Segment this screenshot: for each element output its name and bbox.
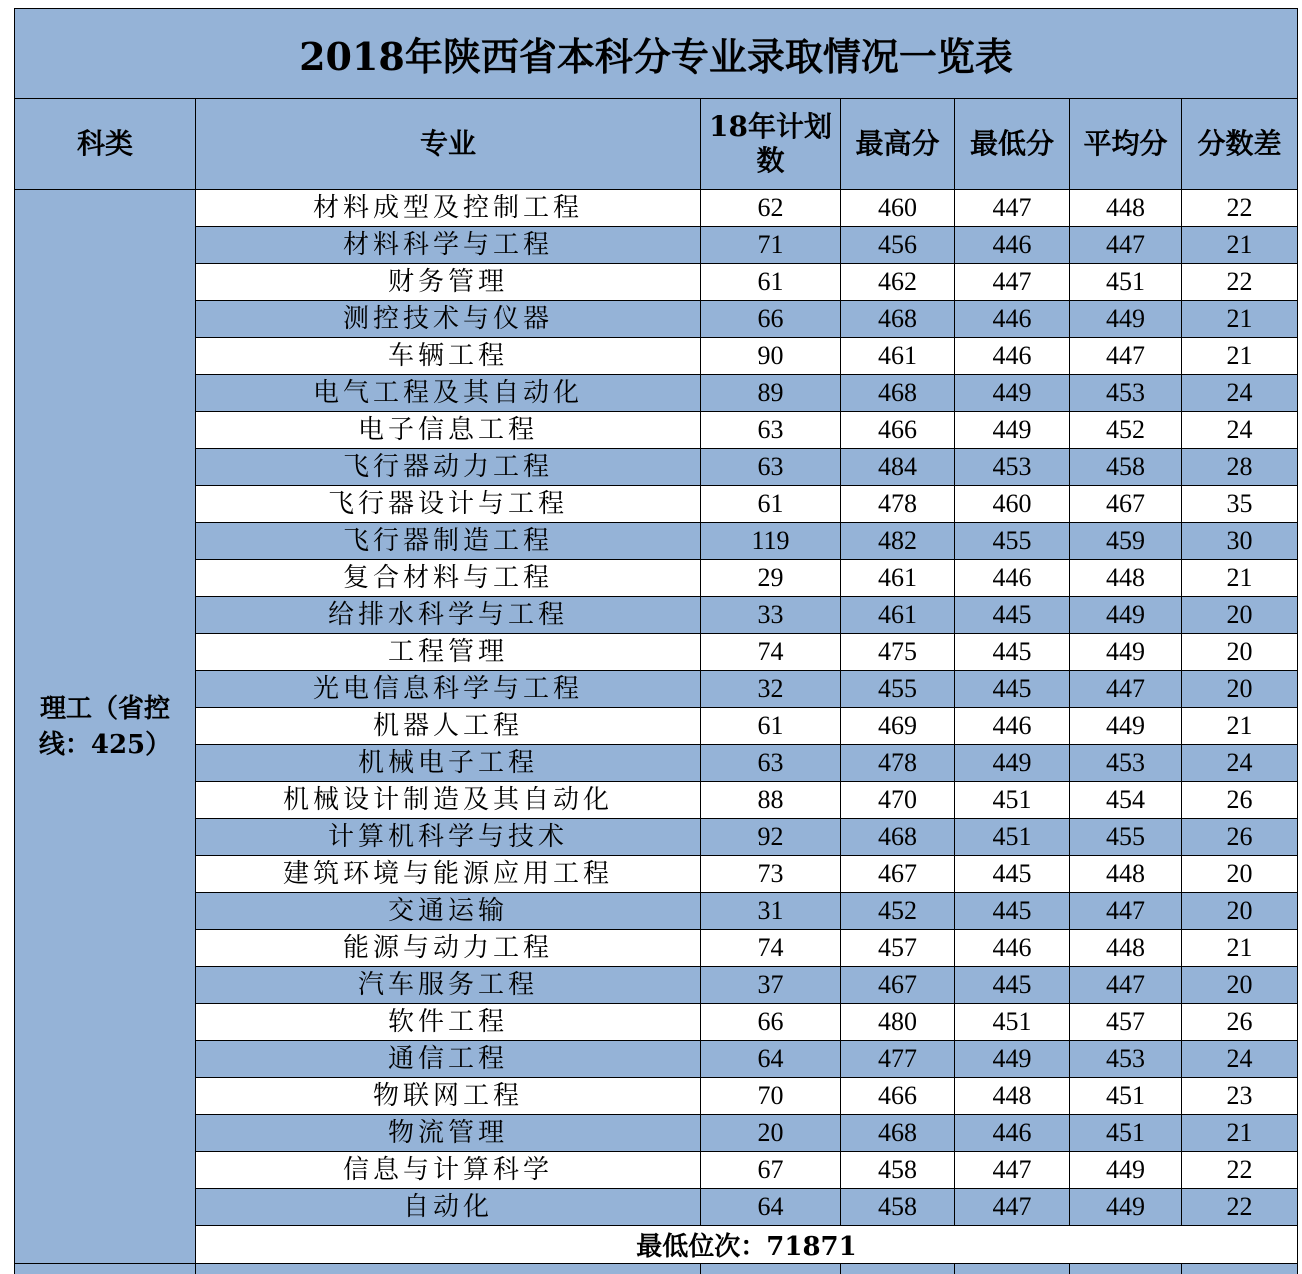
cell-max: 477 <box>841 1041 955 1078</box>
cell-avg: 458 <box>1070 449 1182 486</box>
cell-diff: 22 <box>1182 264 1298 301</box>
min-rank-note: 最低位次：71871 <box>196 1226 1298 1264</box>
cell-plan: 90 <box>701 338 841 375</box>
cell-min: 445 <box>955 634 1070 671</box>
cell-diff: 20 <box>1182 671 1298 708</box>
cell-major: 物联网工程 <box>196 1078 701 1115</box>
cell-avg: 448 <box>1070 190 1182 227</box>
cell-avg: 447 <box>1070 967 1182 1004</box>
cell-major: 信息与计算科学 <box>196 1152 701 1189</box>
cell-avg: 448 <box>1070 856 1182 893</box>
cell-major: 飞行器设计与工程 <box>196 486 701 523</box>
cell-max: 478 <box>841 745 955 782</box>
cell-max: 469 <box>841 708 955 745</box>
cell-plan: 63 <box>701 745 841 782</box>
cell-diff: 24 <box>1182 745 1298 782</box>
table-row <box>15 449 1298 486</box>
cell-major: 通信工程 <box>196 1041 701 1078</box>
cell-diff: 20 <box>1182 597 1298 634</box>
cell-avg: 459 <box>1070 523 1182 560</box>
table-row <box>15 930 1298 967</box>
cell-plan: 92 <box>701 819 841 856</box>
cell-min: 447 <box>955 264 1070 301</box>
cell-plan: 66 <box>701 301 841 338</box>
edge-cell <box>15 1264 196 1274</box>
cell-min: 455 <box>955 523 1070 560</box>
cell-diff: 21 <box>1182 338 1298 375</box>
edge-cell <box>841 1264 955 1274</box>
cell-plan: 119 <box>701 523 841 560</box>
cell-diff: 22 <box>1182 1189 1298 1226</box>
cell-diff: 22 <box>1182 1152 1298 1189</box>
cell-plan: 32 <box>701 671 841 708</box>
table-row <box>15 523 1298 560</box>
cell-plan: 63 <box>701 449 841 486</box>
cell-major: 材料科学与工程 <box>196 227 701 264</box>
cell-diff: 21 <box>1182 1115 1298 1152</box>
cell-min: 449 <box>955 375 1070 412</box>
table-row <box>15 1004 1298 1041</box>
cell-max: 457 <box>841 930 955 967</box>
cell-avg: 448 <box>1070 930 1182 967</box>
cell-max: 468 <box>841 375 955 412</box>
table-row <box>15 856 1298 893</box>
cell-plan: 66 <box>701 1004 841 1041</box>
cell-major: 建筑环境与能源应用工程 <box>196 856 701 893</box>
cell-plan: 20 <box>701 1115 841 1152</box>
cell-min: 446 <box>955 930 1070 967</box>
cell-min: 445 <box>955 967 1070 1004</box>
cell-major: 软件工程 <box>196 1004 701 1041</box>
cell-avg: 457 <box>1070 1004 1182 1041</box>
table-row <box>15 634 1298 671</box>
cell-avg: 452 <box>1070 412 1182 449</box>
header-diff: 分数差 <box>1182 99 1298 190</box>
cell-diff: 24 <box>1182 1041 1298 1078</box>
cell-major: 材料成型及控制工程 <box>196 190 701 227</box>
cell-max: 482 <box>841 523 955 560</box>
cell-max: 456 <box>841 227 955 264</box>
cell-plan: 70 <box>701 1078 841 1115</box>
cell-min: 446 <box>955 227 1070 264</box>
table-row <box>15 745 1298 782</box>
cell-max: 480 <box>841 1004 955 1041</box>
table-row <box>15 782 1298 819</box>
table-row <box>15 1078 1298 1115</box>
category-cell: 理工（省控线：425） <box>15 190 196 1264</box>
cell-major: 飞行器动力工程 <box>196 449 701 486</box>
cell-avg: 448 <box>1070 560 1182 597</box>
cell-diff: 26 <box>1182 819 1298 856</box>
table-row <box>15 671 1298 708</box>
table-row <box>15 967 1298 1004</box>
cell-major: 能源与动力工程 <box>196 930 701 967</box>
cell-min: 445 <box>955 856 1070 893</box>
next-section-edge <box>15 1264 1298 1274</box>
cell-max: 484 <box>841 449 955 486</box>
cell-avg: 449 <box>1070 597 1182 634</box>
table-title: 2018年陕西省本科分专业录取情况一览表 <box>15 9 1298 99</box>
edge-cell <box>955 1264 1070 1274</box>
cell-max: 461 <box>841 597 955 634</box>
table-row <box>15 1189 1298 1226</box>
cell-max: 467 <box>841 967 955 1004</box>
cell-max: 455 <box>841 671 955 708</box>
cell-diff: 20 <box>1182 967 1298 1004</box>
cell-major: 复合材料与工程 <box>196 560 701 597</box>
cell-min: 446 <box>955 560 1070 597</box>
cell-max: 452 <box>841 893 955 930</box>
cell-avg: 451 <box>1070 264 1182 301</box>
table-row <box>15 1152 1298 1189</box>
cell-avg: 449 <box>1070 1152 1182 1189</box>
cell-min: 446 <box>955 708 1070 745</box>
cell-diff: 21 <box>1182 708 1298 745</box>
table-row <box>15 560 1298 597</box>
cell-diff: 21 <box>1182 560 1298 597</box>
table-row <box>15 893 1298 930</box>
cell-major: 飞行器制造工程 <box>196 523 701 560</box>
cell-major: 机械电子工程 <box>196 745 701 782</box>
cell-max: 478 <box>841 486 955 523</box>
cell-major: 交通运输 <box>196 893 701 930</box>
cell-plan: 63 <box>701 412 841 449</box>
cell-major: 测控技术与仪器 <box>196 301 701 338</box>
cell-avg: 447 <box>1070 227 1182 264</box>
cell-major: 电子信息工程 <box>196 412 701 449</box>
cell-min: 449 <box>955 745 1070 782</box>
cell-diff: 24 <box>1182 412 1298 449</box>
cell-major: 车辆工程 <box>196 338 701 375</box>
table-row <box>15 1041 1298 1078</box>
cell-avg: 451 <box>1070 1115 1182 1152</box>
cell-plan: 62 <box>701 190 841 227</box>
cell-avg: 447 <box>1070 671 1182 708</box>
cell-diff: 30 <box>1182 523 1298 560</box>
cell-diff: 20 <box>1182 893 1298 930</box>
cell-max: 467 <box>841 856 955 893</box>
header-max: 最高分 <box>841 99 955 190</box>
table-row <box>15 597 1298 634</box>
cell-max: 466 <box>841 1078 955 1115</box>
cell-diff: 21 <box>1182 930 1298 967</box>
table-row <box>15 412 1298 449</box>
cell-plan: 61 <box>701 486 841 523</box>
cell-major: 工程管理 <box>196 634 701 671</box>
cell-avg: 454 <box>1070 782 1182 819</box>
cell-min: 445 <box>955 893 1070 930</box>
table-row <box>15 1115 1298 1152</box>
table-row <box>15 338 1298 375</box>
cell-avg: 467 <box>1070 486 1182 523</box>
cell-major: 电气工程及其自动化 <box>196 375 701 412</box>
cell-plan: 29 <box>701 560 841 597</box>
cell-plan: 31 <box>701 893 841 930</box>
cell-diff: 26 <box>1182 1004 1298 1041</box>
cell-plan: 61 <box>701 708 841 745</box>
table-row <box>15 227 1298 264</box>
table-row <box>15 264 1298 301</box>
cell-plan: 74 <box>701 930 841 967</box>
cell-diff: 21 <box>1182 301 1298 338</box>
cell-major: 计算机科学与技术 <box>196 819 701 856</box>
header-plan: 18年计划数 <box>701 99 841 190</box>
cell-major: 财务管理 <box>196 264 701 301</box>
cell-avg: 449 <box>1070 1189 1182 1226</box>
cell-plan: 37 <box>701 967 841 1004</box>
cell-plan: 33 <box>701 597 841 634</box>
cell-min: 449 <box>955 412 1070 449</box>
cell-max: 458 <box>841 1152 955 1189</box>
cell-diff: 24 <box>1182 375 1298 412</box>
cell-min: 445 <box>955 597 1070 634</box>
cell-min: 449 <box>955 1041 1070 1078</box>
cell-min: 447 <box>955 1189 1070 1226</box>
cell-diff: 21 <box>1182 227 1298 264</box>
edge-cell <box>196 1264 701 1274</box>
cell-avg: 447 <box>1070 338 1182 375</box>
table-row <box>15 486 1298 523</box>
cell-max: 462 <box>841 264 955 301</box>
cell-plan: 74 <box>701 634 841 671</box>
cell-max: 461 <box>841 560 955 597</box>
cell-avg: 449 <box>1070 634 1182 671</box>
cell-max: 475 <box>841 634 955 671</box>
cell-avg: 453 <box>1070 1041 1182 1078</box>
cell-major: 物流管理 <box>196 1115 701 1152</box>
cell-min: 446 <box>955 1115 1070 1152</box>
cell-plan: 61 <box>701 264 841 301</box>
cell-plan: 73 <box>701 856 841 893</box>
cell-plan: 64 <box>701 1041 841 1078</box>
cell-diff: 26 <box>1182 782 1298 819</box>
cell-major: 自动化 <box>196 1189 701 1226</box>
cell-avg: 453 <box>1070 745 1182 782</box>
cell-avg: 453 <box>1070 375 1182 412</box>
cell-plan: 88 <box>701 782 841 819</box>
cell-avg: 455 <box>1070 819 1182 856</box>
edge-cell <box>1182 1264 1298 1274</box>
cell-min: 446 <box>955 338 1070 375</box>
cell-min: 451 <box>955 819 1070 856</box>
cell-plan: 67 <box>701 1152 841 1189</box>
cell-max: 470 <box>841 782 955 819</box>
cell-major: 汽车服务工程 <box>196 967 701 1004</box>
cell-min: 448 <box>955 1078 1070 1115</box>
cell-min: 447 <box>955 1152 1070 1189</box>
cell-max: 461 <box>841 338 955 375</box>
admission-table-sheet <box>14 8 1298 1274</box>
table-row <box>15 190 1298 227</box>
cell-plan: 64 <box>701 1189 841 1226</box>
cell-min: 447 <box>955 190 1070 227</box>
admission-table <box>14 8 1298 1274</box>
cell-diff: 22 <box>1182 190 1298 227</box>
cell-major: 给排水科学与工程 <box>196 597 701 634</box>
cell-diff: 20 <box>1182 634 1298 671</box>
header-min: 最低分 <box>955 99 1070 190</box>
cell-avg: 449 <box>1070 708 1182 745</box>
cell-plan: 71 <box>701 227 841 264</box>
cell-min: 446 <box>955 301 1070 338</box>
table-row <box>15 708 1298 745</box>
cell-max: 468 <box>841 1115 955 1152</box>
edge-cell <box>701 1264 841 1274</box>
table-row <box>15 819 1298 856</box>
table-row <box>15 301 1298 338</box>
edge-cell <box>1070 1264 1182 1274</box>
table-row <box>15 375 1298 412</box>
cell-min: 451 <box>955 1004 1070 1041</box>
cell-major: 机器人工程 <box>196 708 701 745</box>
cell-avg: 447 <box>1070 893 1182 930</box>
cell-diff: 35 <box>1182 486 1298 523</box>
cell-avg: 449 <box>1070 301 1182 338</box>
cell-diff: 23 <box>1182 1078 1298 1115</box>
header-avg: 平均分 <box>1070 99 1182 190</box>
cell-max: 458 <box>841 1189 955 1226</box>
cell-max: 468 <box>841 301 955 338</box>
cell-diff: 20 <box>1182 856 1298 893</box>
header-category: 科类 <box>15 99 196 190</box>
cell-plan: 89 <box>701 375 841 412</box>
cell-max: 460 <box>841 190 955 227</box>
footer-row <box>15 1226 1298 1264</box>
cell-major: 机械设计制造及其自动化 <box>196 782 701 819</box>
cell-max: 466 <box>841 412 955 449</box>
cell-avg: 451 <box>1070 1078 1182 1115</box>
cell-diff: 28 <box>1182 449 1298 486</box>
header-row <box>15 99 1298 190</box>
header-major: 专业 <box>196 99 701 190</box>
cell-min: 460 <box>955 486 1070 523</box>
cell-max: 468 <box>841 819 955 856</box>
cell-major: 光电信息科学与工程 <box>196 671 701 708</box>
cell-min: 451 <box>955 782 1070 819</box>
cell-min: 445 <box>955 671 1070 708</box>
cell-min: 453 <box>955 449 1070 486</box>
